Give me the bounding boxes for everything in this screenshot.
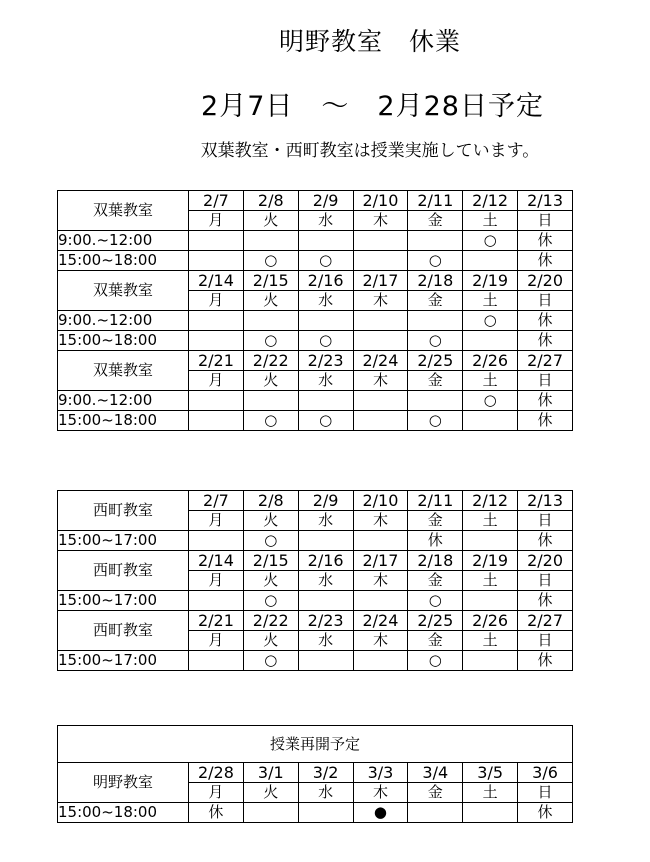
time-slot-label: 15:00~18:00 <box>58 411 189 431</box>
status-cell <box>189 231 244 251</box>
status-cell <box>243 803 298 823</box>
date-cell: 2/22 <box>243 351 298 371</box>
date-cell: 2/24 <box>353 611 408 631</box>
weekday-cell: 日 <box>518 511 573 531</box>
status-cell <box>298 803 353 823</box>
status-cell <box>189 651 244 671</box>
classroom-name: 明野教室 <box>58 763 189 803</box>
status-cell <box>189 311 244 331</box>
time-slot-label: 15:00~18:00 <box>58 803 189 823</box>
status-cell <box>298 231 353 251</box>
status-cell <box>353 231 408 251</box>
date-cell: 2/21 <box>189 611 244 631</box>
status-cell <box>463 251 518 271</box>
status-cell: ○ <box>408 591 463 611</box>
date-cell: 3/4 <box>408 763 463 783</box>
status-cell <box>189 591 244 611</box>
classroom-name: 双葉教室 <box>58 351 189 391</box>
date-cell: 3/6 <box>518 763 573 783</box>
date-cell: 2/17 <box>353 271 408 291</box>
status-cell: ○ <box>298 331 353 351</box>
date-cell: 2/12 <box>463 491 518 511</box>
status-cell: 休 <box>518 531 573 551</box>
status-cell <box>408 311 463 331</box>
status-cell <box>353 411 408 431</box>
status-cell <box>353 591 408 611</box>
status-cell: ○ <box>243 591 298 611</box>
time-slot-row <box>58 591 573 611</box>
classroom-name: 西町教室 <box>58 611 189 651</box>
status-cell: 休 <box>518 251 573 271</box>
status-cell <box>243 311 298 331</box>
date-cell: 2/9 <box>298 191 353 211</box>
weekday-cell: 土 <box>463 571 518 591</box>
date-cell: 2/10 <box>353 191 408 211</box>
weekday-cell: 水 <box>298 511 353 531</box>
date-cell: 2/23 <box>298 611 353 631</box>
weekday-cell: 土 <box>463 211 518 231</box>
time-slot-label: 15:00~18:00 <box>58 331 189 351</box>
date-cell: 2/25 <box>408 351 463 371</box>
time-slot-label: 9:00.~12:00 <box>58 311 189 331</box>
status-cell <box>298 591 353 611</box>
weekday-cell: 月 <box>189 631 244 651</box>
weekday-cell: 火 <box>243 291 298 311</box>
weekday-cell: 日 <box>518 571 573 591</box>
date-cell: 3/5 <box>463 763 518 783</box>
status-cell: ○ <box>243 411 298 431</box>
futaba-schedule-table <box>57 190 573 431</box>
time-slot-row <box>58 651 573 671</box>
time-slot-row <box>58 411 573 431</box>
date-cell: 2/28 <box>189 763 244 783</box>
date-row <box>58 551 573 571</box>
weekday-cell: 火 <box>243 511 298 531</box>
status-cell: ○ <box>243 251 298 271</box>
status-cell <box>463 531 518 551</box>
status-cell: 休 <box>518 411 573 431</box>
weekday-cell: 木 <box>353 511 408 531</box>
status-cell <box>408 231 463 251</box>
time-slot-row <box>58 231 573 251</box>
status-cell <box>463 651 518 671</box>
status-cell <box>189 251 244 271</box>
date-cell: 2/7 <box>189 191 244 211</box>
table-header-row <box>58 726 573 763</box>
notice-text: 双葉教室・西町教室は授業実施しています。 <box>200 141 540 161</box>
weekday-cell: 火 <box>243 371 298 391</box>
status-cell <box>463 411 518 431</box>
status-cell <box>353 311 408 331</box>
weekday-cell: 金 <box>408 211 463 231</box>
weekday-cell: 金 <box>408 631 463 651</box>
weekday-cell: 水 <box>298 291 353 311</box>
date-cell: 2/17 <box>353 551 408 571</box>
weekday-cell: 土 <box>463 631 518 651</box>
weekday-cell: 月 <box>189 571 244 591</box>
time-slot-row <box>58 251 573 271</box>
status-cell <box>189 411 244 431</box>
weekday-cell: 月 <box>189 211 244 231</box>
date-cell: 3/1 <box>243 763 298 783</box>
date-cell: 2/11 <box>408 191 463 211</box>
status-cell <box>243 391 298 411</box>
weekday-cell: 日 <box>518 211 573 231</box>
weekday-cell: 木 <box>353 211 408 231</box>
weekday-cell: 水 <box>298 211 353 231</box>
status-cell: 休 <box>518 803 573 823</box>
status-cell: ○ <box>243 651 298 671</box>
weekday-cell: 日 <box>518 631 573 651</box>
weekday-cell: 金 <box>408 511 463 531</box>
date-cell: 2/16 <box>298 551 353 571</box>
date-cell: 2/23 <box>298 351 353 371</box>
date-row <box>58 491 573 511</box>
weekday-cell: 水 <box>298 631 353 651</box>
date-row <box>58 351 573 371</box>
classroom-name: 双葉教室 <box>58 271 189 311</box>
status-cell: ○ <box>408 251 463 271</box>
date-cell: 2/18 <box>408 271 463 291</box>
status-cell <box>189 391 244 411</box>
status-cell: 休 <box>518 591 573 611</box>
status-cell: 休 <box>518 311 573 331</box>
weekday-cell: 木 <box>353 291 408 311</box>
weekday-cell: 日 <box>518 291 573 311</box>
status-cell: ○ <box>408 331 463 351</box>
status-cell <box>353 331 408 351</box>
time-slot-row <box>58 311 573 331</box>
nishimachi-schedule-table <box>57 490 573 671</box>
weekday-cell: 木 <box>353 371 408 391</box>
page-title: 明野教室 休業 <box>278 27 461 56</box>
classroom-name: 双葉教室 <box>58 191 189 231</box>
status-cell <box>463 591 518 611</box>
status-cell <box>408 391 463 411</box>
status-cell <box>353 251 408 271</box>
status-cell: 休 <box>518 231 573 251</box>
date-cell: 2/26 <box>463 351 518 371</box>
date-cell: 2/13 <box>518 491 573 511</box>
date-cell: 2/8 <box>243 191 298 211</box>
status-cell: ○ <box>463 391 518 411</box>
weekday-cell: 日 <box>518 371 573 391</box>
weekday-cell: 水 <box>298 571 353 591</box>
time-slot-label: 15:00~17:00 <box>58 591 189 611</box>
status-cell <box>353 651 408 671</box>
status-cell <box>298 311 353 331</box>
date-cell: 2/27 <box>518 351 573 371</box>
date-cell: 2/22 <box>243 611 298 631</box>
weekday-cell: 土 <box>463 783 518 803</box>
date-row <box>58 271 573 291</box>
status-cell: 休 <box>408 531 463 551</box>
status-cell: ○ <box>243 331 298 351</box>
date-cell: 2/24 <box>353 351 408 371</box>
status-cell: 休 <box>518 651 573 671</box>
closure-period: 2月7日 ～ 2月28日予定 <box>201 91 544 122</box>
weekday-cell: 水 <box>298 783 353 803</box>
date-cell: 2/19 <box>463 551 518 571</box>
weekday-cell: 木 <box>353 783 408 803</box>
classroom-name: 西町教室 <box>58 551 189 591</box>
weekday-cell: 月 <box>189 371 244 391</box>
weekday-cell: 火 <box>243 783 298 803</box>
akeno-resume-table <box>57 725 573 823</box>
date-cell: 2/26 <box>463 611 518 631</box>
date-cell: 2/12 <box>463 191 518 211</box>
weekday-cell: 金 <box>408 291 463 311</box>
time-slot-label: 15:00~18:00 <box>58 251 189 271</box>
status-cell <box>353 391 408 411</box>
date-row <box>58 611 573 631</box>
time-slot-label: 9:00.~12:00 <box>58 391 189 411</box>
weekday-cell: 金 <box>408 783 463 803</box>
time-slot-row <box>58 531 573 551</box>
time-slot-row <box>58 803 573 823</box>
date-cell: 2/27 <box>518 611 573 631</box>
weekday-cell: 月 <box>189 511 244 531</box>
date-cell: 2/19 <box>463 271 518 291</box>
date-cell: 3/2 <box>298 763 353 783</box>
weekday-cell: 土 <box>463 371 518 391</box>
status-cell: ○ <box>463 311 518 331</box>
status-cell <box>298 531 353 551</box>
weekday-cell: 金 <box>408 371 463 391</box>
date-cell: 2/8 <box>243 491 298 511</box>
date-cell: 2/20 <box>518 551 573 571</box>
time-slot-row <box>58 331 573 351</box>
status-cell <box>298 651 353 671</box>
weekday-cell: 火 <box>243 571 298 591</box>
status-cell: ○ <box>298 251 353 271</box>
weekday-cell: 日 <box>518 783 573 803</box>
date-cell: 2/16 <box>298 271 353 291</box>
status-cell: 休 <box>518 331 573 351</box>
date-row <box>58 763 573 783</box>
status-cell: ○ <box>408 651 463 671</box>
status-cell <box>298 391 353 411</box>
date-cell: 2/21 <box>189 351 244 371</box>
date-row <box>58 191 573 211</box>
date-cell: 2/14 <box>189 551 244 571</box>
weekday-cell: 金 <box>408 571 463 591</box>
table-header: 授業再開予定 <box>58 726 573 763</box>
weekday-cell: 土 <box>463 291 518 311</box>
date-cell: 2/10 <box>353 491 408 511</box>
date-cell: 2/7 <box>189 491 244 511</box>
date-cell: 2/20 <box>518 271 573 291</box>
date-cell: 2/18 <box>408 551 463 571</box>
status-cell: ○ <box>463 231 518 251</box>
weekday-cell: 火 <box>243 211 298 231</box>
time-slot-label: 9:00.~12:00 <box>58 231 189 251</box>
status-cell <box>463 803 518 823</box>
weekday-cell: 火 <box>243 631 298 651</box>
weekday-cell: 月 <box>189 291 244 311</box>
weekday-cell: 水 <box>298 371 353 391</box>
date-cell: 2/15 <box>243 551 298 571</box>
classroom-name: 西町教室 <box>58 491 189 531</box>
date-cell: 2/9 <box>298 491 353 511</box>
status-cell: ● <box>353 803 408 823</box>
status-cell <box>189 331 244 351</box>
weekday-cell: 土 <box>463 511 518 531</box>
status-cell <box>463 331 518 351</box>
time-slot-label: 15:00~17:00 <box>58 651 189 671</box>
status-cell <box>408 803 463 823</box>
status-cell: ○ <box>408 411 463 431</box>
status-cell <box>243 231 298 251</box>
date-cell: 2/13 <box>518 191 573 211</box>
status-cell: 休 <box>518 391 573 411</box>
date-cell: 3/3 <box>353 763 408 783</box>
time-slot-label: 15:00~17:00 <box>58 531 189 551</box>
status-cell <box>189 531 244 551</box>
date-cell: 2/14 <box>189 271 244 291</box>
weekday-cell: 木 <box>353 571 408 591</box>
weekday-cell: 月 <box>189 783 244 803</box>
status-cell: ○ <box>298 411 353 431</box>
status-cell: 休 <box>189 803 244 823</box>
time-slot-row <box>58 391 573 411</box>
weekday-cell: 木 <box>353 631 408 651</box>
date-cell: 2/15 <box>243 271 298 291</box>
date-cell: 2/25 <box>408 611 463 631</box>
date-cell: 2/11 <box>408 491 463 511</box>
status-cell: ○ <box>243 531 298 551</box>
status-cell <box>353 531 408 551</box>
